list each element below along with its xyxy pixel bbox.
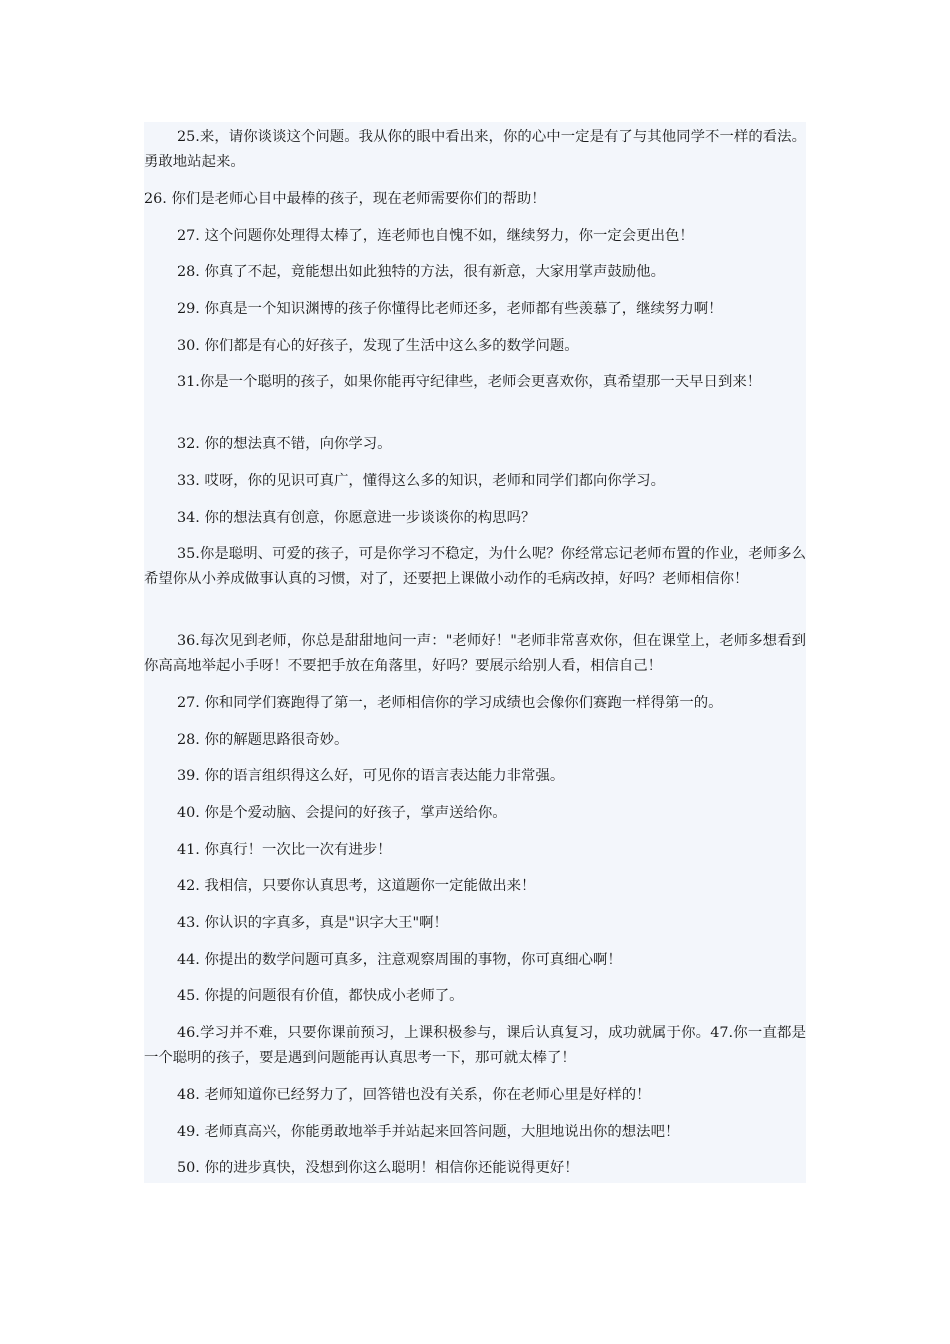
list-item: 34. 你的想法真有创意，你愿意进一步谈谈你的构思吗？	[177, 510, 536, 526]
list-item: 30. 你们都是有心的好孩子，发现了生活中这么多的数学问题。	[177, 338, 579, 354]
list-item: 29. 你真是一个知识渊博的孩子你懂得比老师还多，老师都有些羡慕了，继续努力啊！	[177, 301, 723, 317]
list-item: 32. 你的想法真不错，向你学习。	[177, 436, 392, 452]
list-item: 31.你是一个聪明的孩子，如果你能再守纪律些，老师会更喜欢你，真希望那一天早日到来！	[177, 374, 762, 390]
list-item: 33. 哎呀，你的见识可真广，懂得这么多的知识，老师和同学们都向你学习。	[177, 473, 665, 489]
list-item: 41. 你真行！一次比一次有进步！	[177, 842, 392, 858]
list-item: 39. 你的语言组织得这么好，可见你的语言表达能力非常强。	[177, 768, 565, 784]
list-item: 36.每次见到老师，你总是甜甜地问一声："老师好！"老师非常喜欢你，但在课堂上，老师多想看到你高高地举起小手呀！不要把手放在角落里，好吗？要展示给别人看，相信自己！	[144, 633, 806, 674]
list-item: 28. 你真了不起，竟能想出如此独特的方法，很有新意，大家用掌声鼓励他。	[177, 264, 665, 280]
list-item: 26. 你们是老师心目中最棒的孩子，现在老师需要你们的帮助！	[144, 191, 546, 207]
list-item: 46.学习并不难，只要你课前预习，上课积极参与，课后认真复习，成功就属于你。47.你一直都是一个聪明的孩子，要是遇到问题能再认真思考一下，那可就太棒了！	[144, 1025, 806, 1066]
list-item: 27. 这个问题你处理得太棒了，连老师也自愧不如，继续努力，你一定会更出色！	[177, 228, 694, 244]
list-item: 40. 你是个爱动脑、会提问的好孩子，掌声送给你。	[177, 805, 507, 821]
list-item: 49. 老师真高兴，你能勇敢地举手并站起来回答问题，大胆地说出你的想法吧！	[177, 1124, 680, 1140]
list-item: 44. 你提出的数学问题可真多，注意观察周围的事物，你可真细心啊！	[177, 952, 622, 968]
text-block	[144, 122, 806, 1183]
list-item: 50. 你的进步真快，没想到你这么聪明！相信你还能说得更好！	[177, 1160, 579, 1176]
list-item: 42. 我相信，只要你认真思考，这道题你一定能做出来！	[177, 878, 536, 894]
list-item: 48. 老师知道你已经努力了，回答错也没有关系，你在老师心里是好样的！	[177, 1087, 651, 1103]
list-item: 35.你是聪明、可爱的孩子，可是你学习不稳定，为什么呢？你经常忘记老师布置的作业，老师多么希望你从小养成做事认真的习惯，对了，还要把上课做小动作的毛病改掉，好吗？老师相信你！	[144, 546, 806, 587]
list-item: 27. 你和同学们赛跑得了第一，老师相信你的学习成绩也会像你们赛跑一样得第一的。	[177, 695, 723, 711]
list-item: 25.来，请你谈谈这个问题。我从你的眼中看出来，你的心中一定是有了与其他同学不一样的看法。勇敢地站起来。	[144, 129, 806, 170]
list-item: 28. 你的解题思路很奇妙。	[177, 732, 349, 748]
list-item: 45. 你提的问题很有价值，都快成小老师了。	[177, 988, 464, 1004]
list-item: 43. 你认识的字真多，真是"识字大王"啊！	[177, 915, 448, 931]
